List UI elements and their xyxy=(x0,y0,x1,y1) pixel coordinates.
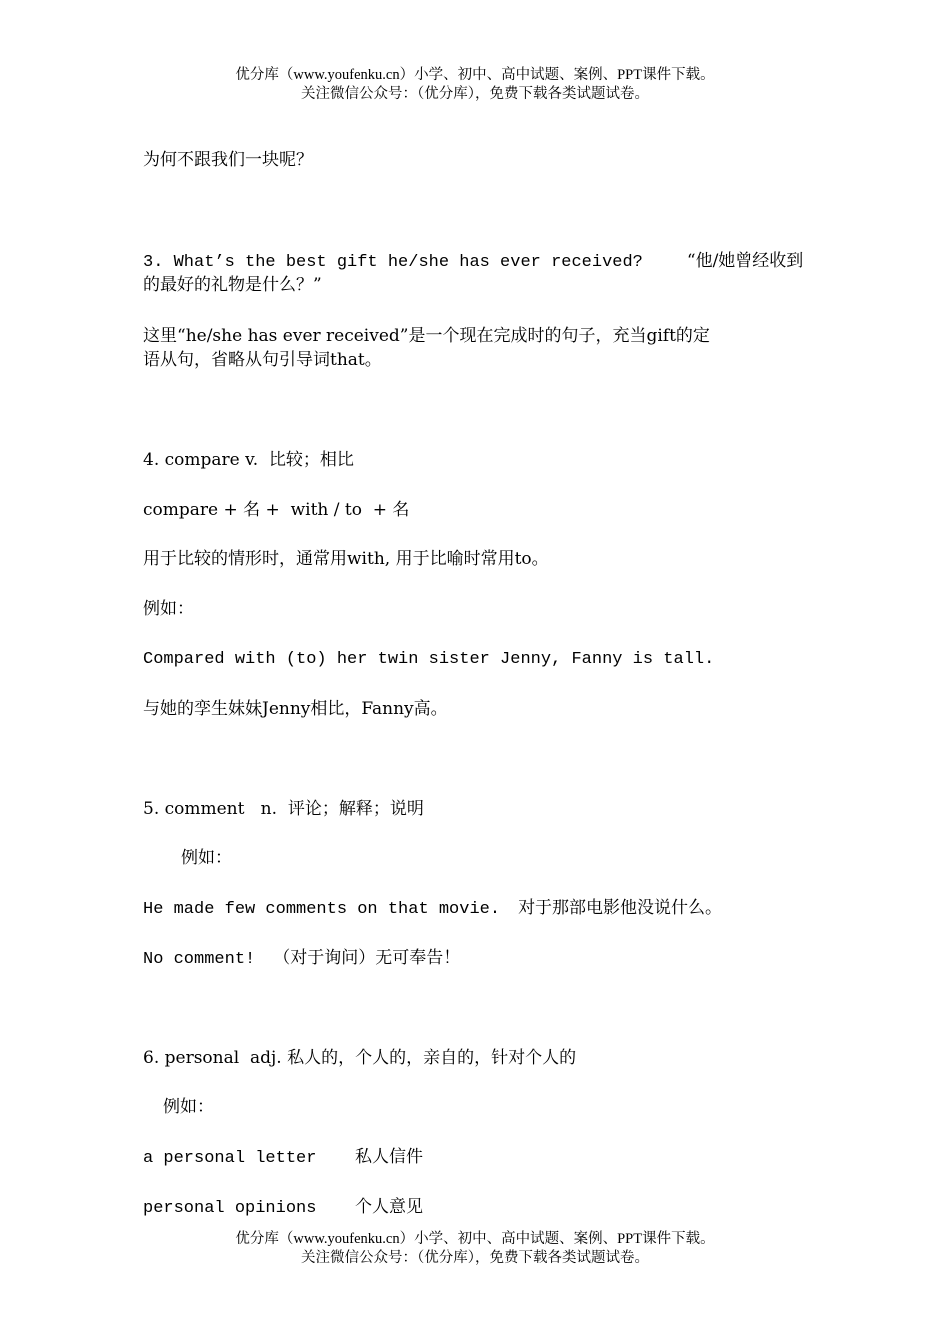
item4-example-en: Compared with (to) her twin sister Jenny, Fanny is tall. xyxy=(143,650,715,669)
item6-phrase2-zh: 个人意见 xyxy=(355,1197,423,1217)
item6-phrase-2 xyxy=(143,1195,813,1221)
item3-translation-a: “他/她曾经收到 xyxy=(686,251,804,271)
item4-pattern: compare + 名 + with / to + 名 xyxy=(143,500,410,520)
item6-heading: 6. personal adj. 私人的，个人的，亲自的，针对个人的 xyxy=(143,1048,577,1068)
item5-example1-zh: 对于那部电影他没说什么。 xyxy=(518,898,723,918)
item3-line-1 xyxy=(143,249,813,275)
item4-heading: 4. compare v. 比较；相比 xyxy=(143,450,354,470)
item5-example2-en: No comment! xyxy=(143,950,256,969)
item6-phrase1-zh: 私人信件 xyxy=(355,1147,423,1167)
header-line-2: 关注微信公众号：（优分库），免费下载各类试题试卷。 xyxy=(301,86,649,102)
item3-translation-b: 的最好的礼物是什么？” xyxy=(143,275,322,295)
item6-phrase-1 xyxy=(143,1145,813,1171)
page-footer xyxy=(0,1230,950,1268)
intro-text: 为何不跟我们一块呢？ xyxy=(143,150,313,170)
item5-example2-zh: （对于询问）无可奉告！ xyxy=(273,948,461,968)
item3-note-a: 这里“he/she has ever received”是一个现在完成时的句子，充当gift的定 xyxy=(143,326,710,346)
item4-example-label: 例如： xyxy=(143,599,194,619)
item3-question: 3. What’s the best gift he/she has ever received? xyxy=(143,253,643,272)
footer-line-1: 优分库（www.youfenku.cn）小学、初中、高中试题、案例、PPT课件下载。 xyxy=(235,1231,715,1247)
item3-note-b: 语从句，省略从句引导词that。 xyxy=(143,350,382,370)
item5-example-1 xyxy=(143,896,813,922)
item5-heading: 5. comment n. 评论；解释；说明 xyxy=(143,799,424,819)
page-header xyxy=(0,66,950,104)
item6-phrase1-en: a personal letter xyxy=(143,1149,317,1168)
header-line-1: 优分库（www.youfenku.cn）小学、初中、高中试题、案例、PPT课件下载。 xyxy=(235,67,715,83)
item5-example-2 xyxy=(143,946,813,972)
footer-line-2: 关注微信公众号：（优分库），免费下载各类试题试卷。 xyxy=(301,1250,649,1266)
item5-example1-en: He made few comments on that movie. xyxy=(143,900,501,919)
item4-example-zh: 与她的孪生妹妹Jenny相比，Fanny高。 xyxy=(143,699,448,719)
item6-example-label: 例如： xyxy=(163,1097,214,1117)
item6-phrase2-en: personal opinions xyxy=(143,1199,317,1218)
item5-example-label: 例如： xyxy=(181,848,232,868)
item4-usage: 用于比较的情形时，通常用with, 用于比喻时常用to。 xyxy=(143,549,549,569)
